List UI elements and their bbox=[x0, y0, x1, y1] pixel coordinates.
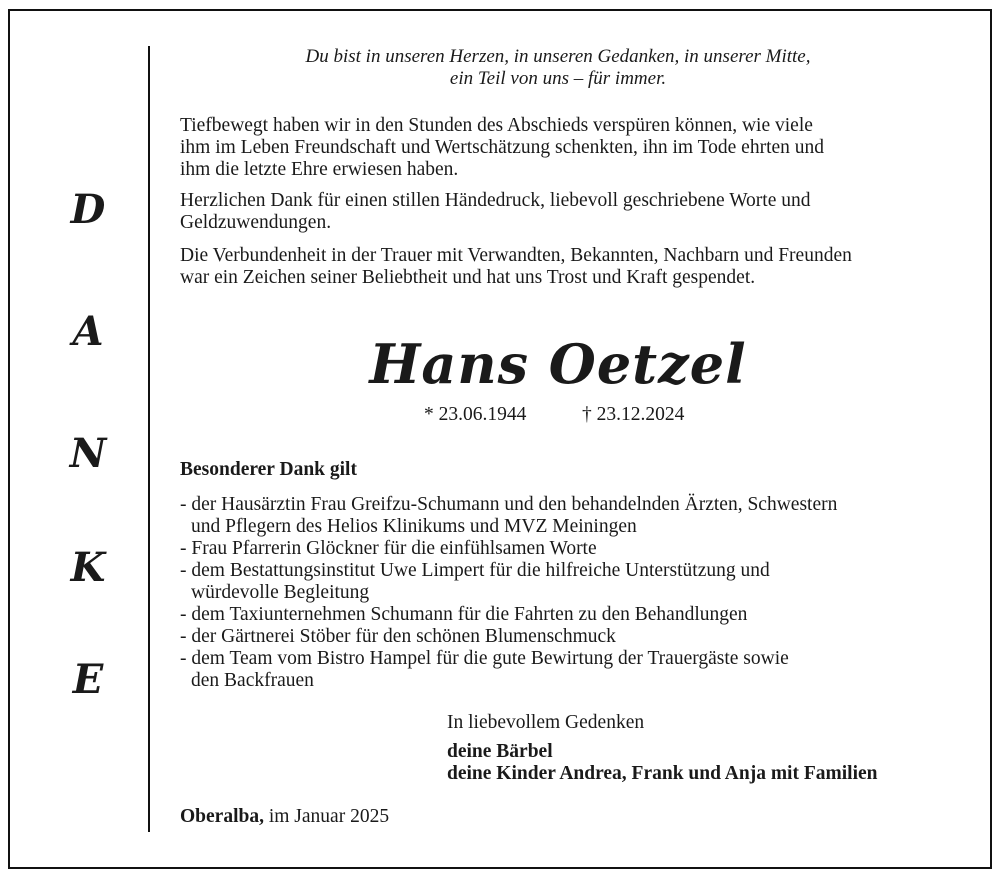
list-item: - dem Taxiunternehmen Schumann für die Fahrten zu den Behandlungen bbox=[180, 604, 748, 625]
paragraph-line: ihm im Leben Freundschaft und Wertschätzung schenkten, ihn im Tode ehrten und bbox=[180, 137, 825, 158]
place-month: im Januar 2025 bbox=[263, 806, 390, 827]
paragraph-line: war ein Zeichen seiner Beliebtheit und hat uns Trost und Kraft gespendet. bbox=[180, 267, 756, 288]
place-town: Oberalba, bbox=[180, 806, 264, 827]
motto bbox=[180, 46, 936, 90]
list-item: - dem Team vom Bistro Hampel für die gute Bewirtung der Trauergäste sowie den Backfrauen bbox=[180, 648, 789, 691]
side-letter-d: D bbox=[70, 186, 106, 233]
paragraph-line: ihm die letzte Ehre erwiesen haben. bbox=[180, 159, 459, 180]
signature-family: deine Kinder Andrea, Frank und Anja mit Familien bbox=[447, 763, 878, 784]
paragraph-gratitude bbox=[180, 115, 940, 181]
paragraph-line: Tiefbewegt haben wir in den Stunden des Abschieds verspüren können, wie viele bbox=[180, 115, 813, 136]
side-letter-e: E bbox=[72, 656, 104, 703]
motto-line: ein Teil von uns – für immer. bbox=[449, 68, 667, 89]
list-item: - dem Bestattungsinstitut Uwe Limpert für die hilfreiche Unterstützung und würdevolle Begleitung bbox=[180, 560, 770, 603]
paragraph-line: Die Verbundenheit in der Trauer mit Verwandten, Bekannten, Nachbarn und Freunden bbox=[180, 245, 852, 266]
paragraph-line: Geldzuwendungen. bbox=[180, 212, 332, 233]
list-item: - der Gärtnerei Stöber für den schönen Blumenschmuck bbox=[180, 626, 616, 647]
paragraph-solidarity bbox=[180, 245, 940, 289]
thanks-list bbox=[180, 494, 940, 692]
death-date: † 23.12.2024 bbox=[582, 404, 685, 425]
signature-spouse: deine Bärbel bbox=[447, 741, 553, 762]
deceased-name: Hans Oetzel bbox=[369, 332, 747, 396]
thanks-heading: Besonderer Dank gilt bbox=[180, 459, 357, 480]
vertical-divider bbox=[148, 46, 150, 832]
motto-line: Du bist in unseren Herzen, in unseren Gedanken, in unserer Mitte, bbox=[305, 46, 811, 67]
signature-intro: In liebevollem Gedenken bbox=[447, 712, 645, 733]
paragraph-thanks bbox=[180, 190, 940, 234]
list-item: - der Hausärztin Frau Greifzu-Schumann und den behandelnden Ärzten, Schwestern und Pflegern des Helios Klinikums und MVZ Meiningen bbox=[180, 494, 838, 537]
list-item: - Frau Pfarrerin Glöckner für die einfühlsamen Worte bbox=[180, 538, 597, 559]
birth-date: * 23.06.1944 bbox=[424, 404, 527, 425]
side-letter-n: N bbox=[69, 430, 107, 477]
side-letter-k: K bbox=[70, 544, 106, 591]
place-date bbox=[180, 806, 389, 828]
side-letter-a: A bbox=[72, 308, 104, 355]
paragraph-line: Herzlichen Dank für einen stillen Händedruck, liebevoll geschriebene Worte und bbox=[180, 190, 811, 211]
